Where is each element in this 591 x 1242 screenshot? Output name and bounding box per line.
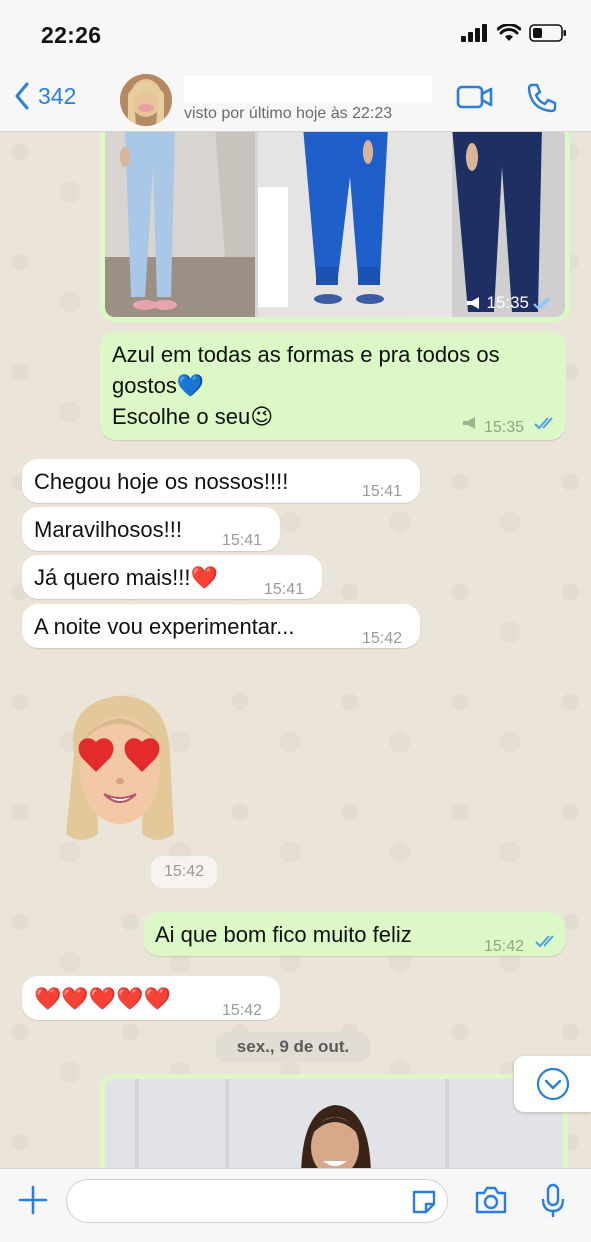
- double-check-icon: [534, 416, 558, 430]
- signal-icon: [461, 24, 489, 42]
- camera-icon: [474, 1185, 508, 1215]
- message-time: 15:41: [222, 532, 263, 549]
- video-camera-icon: [456, 84, 494, 110]
- chevron-left-icon: [14, 82, 30, 110]
- message-text: Ai que bom fico muito feliz: [155, 922, 412, 947]
- message-text: Já quero mais!!!❤️: [34, 565, 218, 590]
- sticker-time: 15:42: [151, 856, 217, 888]
- message-text-line: gostos💙: [112, 373, 205, 398]
- microphone-icon: [540, 1183, 566, 1219]
- message-text: Maravilhosos!!!: [34, 517, 182, 542]
- status-bar: [0, 0, 591, 70]
- incoming-message[interactable]: [22, 507, 280, 551]
- incoming-message[interactable]: [22, 976, 280, 1020]
- chat-header: [0, 70, 591, 132]
- memoji-sticker[interactable]: [56, 684, 186, 854]
- message-text-line: Azul em todas as formas e pra todos os: [112, 342, 500, 367]
- message-text: A noite vou experimentar...: [34, 614, 295, 639]
- date-separator: sex., 9 de out.: [216, 1032, 370, 1062]
- message-text-line: Escolhe o seu😉: [112, 404, 274, 429]
- photo-message[interactable]: [100, 1074, 568, 1168]
- plus-icon: [18, 1185, 48, 1215]
- incoming-message[interactable]: [22, 459, 420, 503]
- message-time: 15:42: [484, 938, 525, 955]
- microphone-button[interactable]: [540, 1183, 566, 1224]
- scroll-to-bottom-button[interactable]: [514, 1056, 591, 1112]
- outgoing-message[interactable]: [143, 912, 566, 956]
- photo-collage[interactable]: [105, 132, 565, 317]
- status-time: 22:26: [41, 22, 102, 48]
- phone-icon: [526, 82, 558, 114]
- battery-icon: [529, 24, 567, 42]
- last-seen: visto por último hoje às 22:23: [184, 105, 393, 122]
- megaphone-icon: [462, 416, 478, 430]
- message-time: 15:41: [264, 581, 305, 598]
- message-time: 15:41: [362, 483, 403, 500]
- avatar[interactable]: [120, 74, 172, 126]
- message-text: Chegou hoje os nossos!!!!: [34, 469, 289, 494]
- message-time: 15:42: [222, 1002, 263, 1019]
- double-check-icon: [533, 296, 555, 310]
- contact-name-redacted[interactable]: [184, 76, 432, 102]
- incoming-message[interactable]: [22, 555, 322, 599]
- chevron-down-circle-icon: [536, 1067, 570, 1101]
- video-call-button[interactable]: [456, 84, 494, 115]
- message-time: 15:42: [362, 630, 403, 647]
- input-bar: [0, 1168, 591, 1242]
- double-check-icon: [535, 934, 559, 948]
- wifi-icon: [497, 24, 521, 42]
- voice-call-button[interactable]: [526, 82, 558, 119]
- incoming-message[interactable]: [22, 604, 420, 648]
- back-button[interactable]: [14, 82, 76, 110]
- message-time: 15:35: [484, 419, 525, 436]
- message-text: ❤️❤️❤️❤️❤️: [34, 986, 171, 1011]
- camera-button[interactable]: [474, 1185, 508, 1220]
- outgoing-message[interactable]: [100, 332, 566, 440]
- megaphone-icon: [466, 296, 482, 310]
- sticker-button[interactable]: [410, 1188, 438, 1221]
- photo-timestamp: 15:35: [466, 293, 555, 313]
- attach-button[interactable]: [18, 1185, 48, 1220]
- photo-image[interactable]: [105, 1079, 563, 1168]
- sticker-icon: [410, 1188, 438, 1216]
- message-input[interactable]: [66, 1179, 448, 1223]
- photo-message[interactable]: [100, 132, 570, 322]
- unread-count: 342: [38, 82, 77, 109]
- status-icons: [461, 24, 567, 42]
- chat-area[interactable]: [0, 132, 591, 1168]
